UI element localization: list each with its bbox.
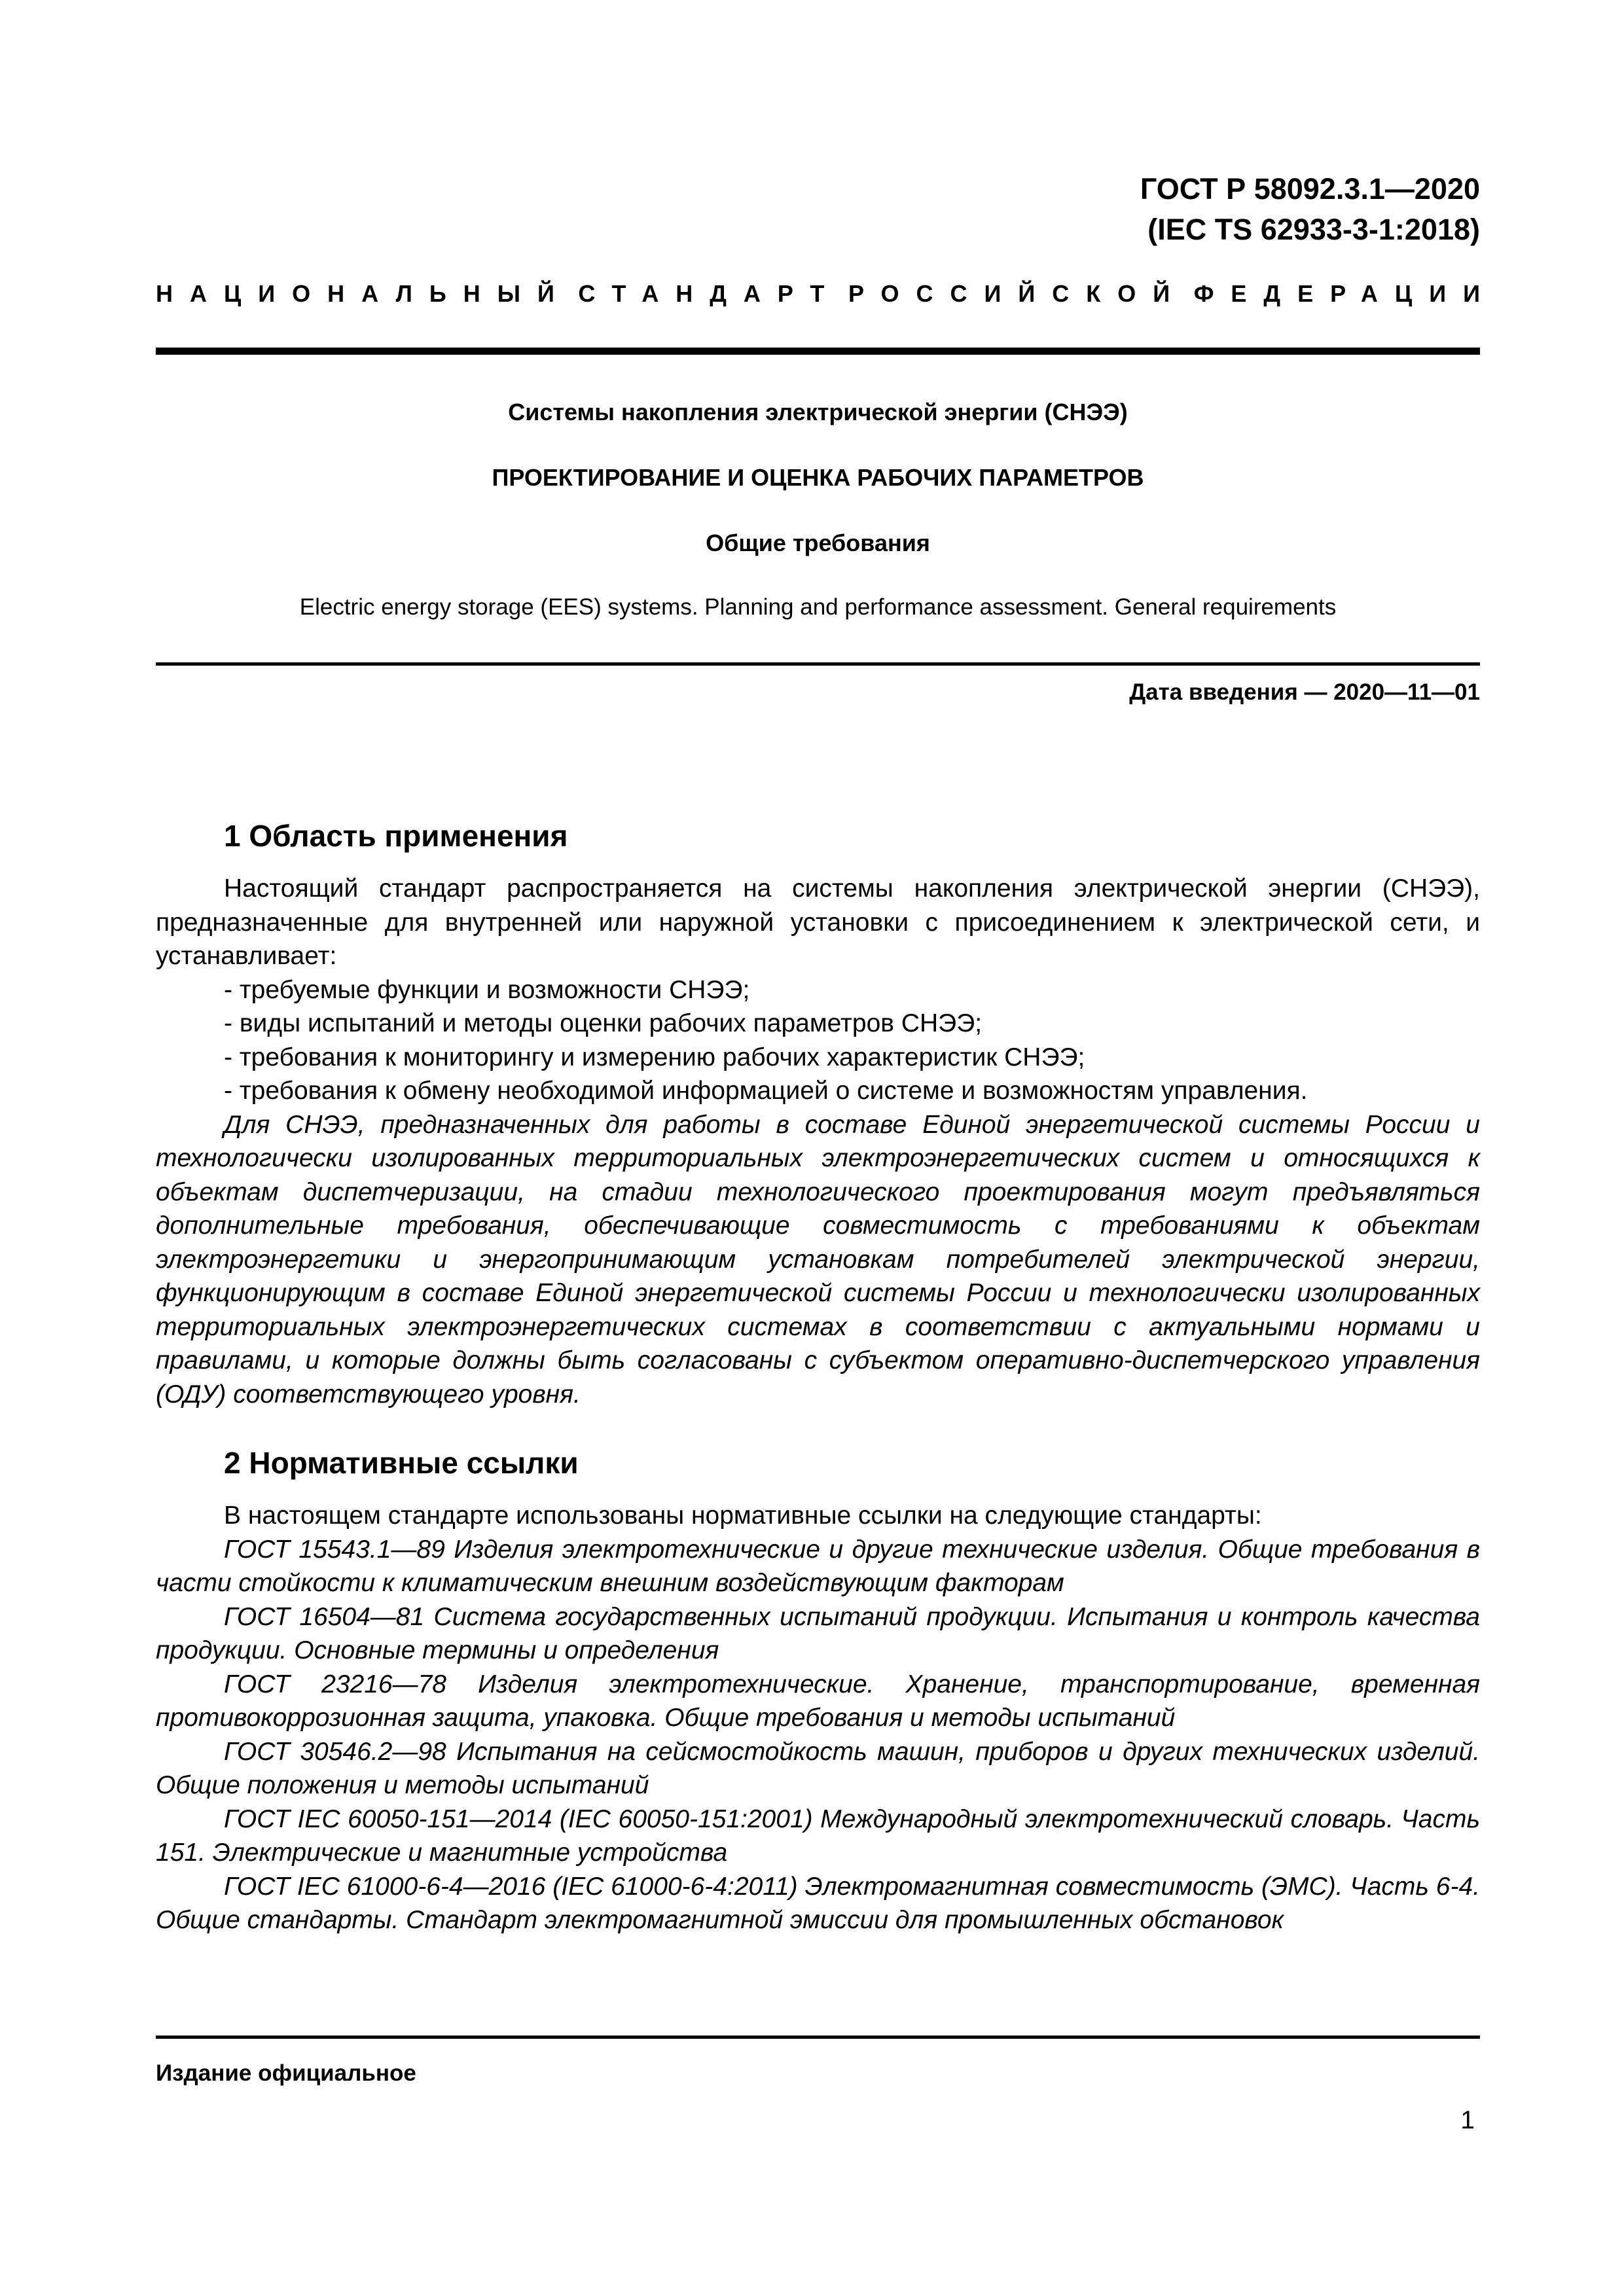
standard-number-block — [1140, 169, 1480, 250]
section-1-body — [156, 872, 1480, 1411]
page-number: 1 — [1460, 2106, 1475, 2134]
national-standard-banner — [156, 278, 1497, 310]
header-divider — [156, 348, 1480, 355]
reference-item: ГОСТ 15543.1—89 Изделия электротехнические и другие технические изделия. Общие требования в части стойкости к климатическим внешним воздействующим факторам — [156, 1535, 1480, 1597]
list-item: - виды испытаний и методы оценки рабочих параметров СНЭЭ; — [224, 1009, 983, 1037]
section-2-heading: 2 Нормативные ссылки — [224, 1446, 579, 1480]
section-1-italic-note: Для СНЭЭ, предназначенных для работы в составе Единой энергетической системы России и технологически изолированных территориальных электроэнергетических систем и относящихся к объектам диспетчеризации, на стадии технологического проектирования могут предъявляться дополнительные требования, обеспечивающие совместимость с требованиями к объектам электроэнергетики и энергопринимающим установкам потребителей электрической энергии, функционирующим в составе Единой энергетической системы России и технологически изолированных территориальных электроэнергетических системах в соответствии с актуальными нормами и правилами, и которые должны быть согласованы с субъектом оперативно-диспетчерского управления (ОДУ) соответствующего уровня. — [156, 1110, 1480, 1408]
reference-item: ГОСТ 16504—81 Система государственных испытаний продукции. Испытания и контроль качества продукции. Основные термины и определения — [156, 1602, 1480, 1664]
introduction-date: Дата введения — 2020—11—01 — [1129, 679, 1480, 705]
edition-label: Издание официальное — [156, 2060, 416, 2086]
title-line-2: ПРОЕКТИРОВАНИЕ И ОЦЕНКА РАБОЧИХ ПАРАМЕТРОВ — [492, 464, 1144, 491]
banner-word: НАЦИОНАЛЬНЫЙ — [156, 280, 571, 307]
banner-word: ФЕДЕРАЦИИ — [1193, 280, 1497, 307]
reference-item: ГОСТ IEC 61000-6-4—2016 (IEC 61000-6-4:2011) Электромагнитная совместимость (ЭМС). Часть 6-4. Общие стандарты. Стандарт электромагнитной эмиссии для промышленных обстановок — [156, 1872, 1480, 1934]
section-2-body — [156, 1499, 1480, 1937]
title-divider — [156, 662, 1480, 666]
list-item: - требования к обмену необходимой информацией о системе и возможностям управления. — [224, 1077, 1308, 1105]
section-2-intro: В настоящем стандарте использованы нормативные ссылки на следующие стандарты: — [224, 1501, 1262, 1530]
standard-number: ГОСТ Р 58092.3.1—2020 — [1140, 172, 1480, 206]
iec-reference: (IEC TS 62933-3-1:2018) — [1147, 213, 1480, 246]
banner-word: РОССИЙСКОЙ — [848, 280, 1187, 307]
list-item: - требования к мониторингу и измерению рабочих характеристик СНЭЭ; — [224, 1043, 1085, 1071]
banner-word: СТАНДАРТ — [578, 280, 842, 307]
reference-item: ГОСТ 23216—78 Изделия электротехнические. Хранение, транспортирование, временная противокоррозионная защита, упаковка. Общие требования и методы испытаний — [156, 1670, 1480, 1732]
footer-divider — [156, 2036, 1480, 2039]
list-item: - требуемые функции и возможности СНЭЭ; — [224, 975, 750, 1004]
reference-item: ГОСТ 30546.2—98 Испытания на сейсмостойкость машин, приборов и других технических изделий. Общие положения и методы испытаний — [156, 1737, 1480, 1799]
reference-item: ГОСТ IEC 60050-151—2014 (IEC 60050-151:2001) Международный электротехнический словарь. Часть 151. Электрические и магнитные устройства — [156, 1804, 1480, 1867]
title-line-1: Системы накопления электрической энергии (СНЭЭ) — [508, 399, 1128, 425]
title-line-3: Общие требования — [706, 529, 930, 556]
english-title: Electric energy storage (EES) systems. Planning and performance assessment. General requirements — [299, 594, 1337, 620]
section-1-intro: Настоящий стандарт распространяется на системы накопления электрической энергии (СНЭЭ), предназначенные для внутренней или наружной установки с присоединением к электрической сети, и устанавливает: — [156, 874, 1480, 970]
section-1-heading: 1 Область применения — [224, 819, 568, 853]
